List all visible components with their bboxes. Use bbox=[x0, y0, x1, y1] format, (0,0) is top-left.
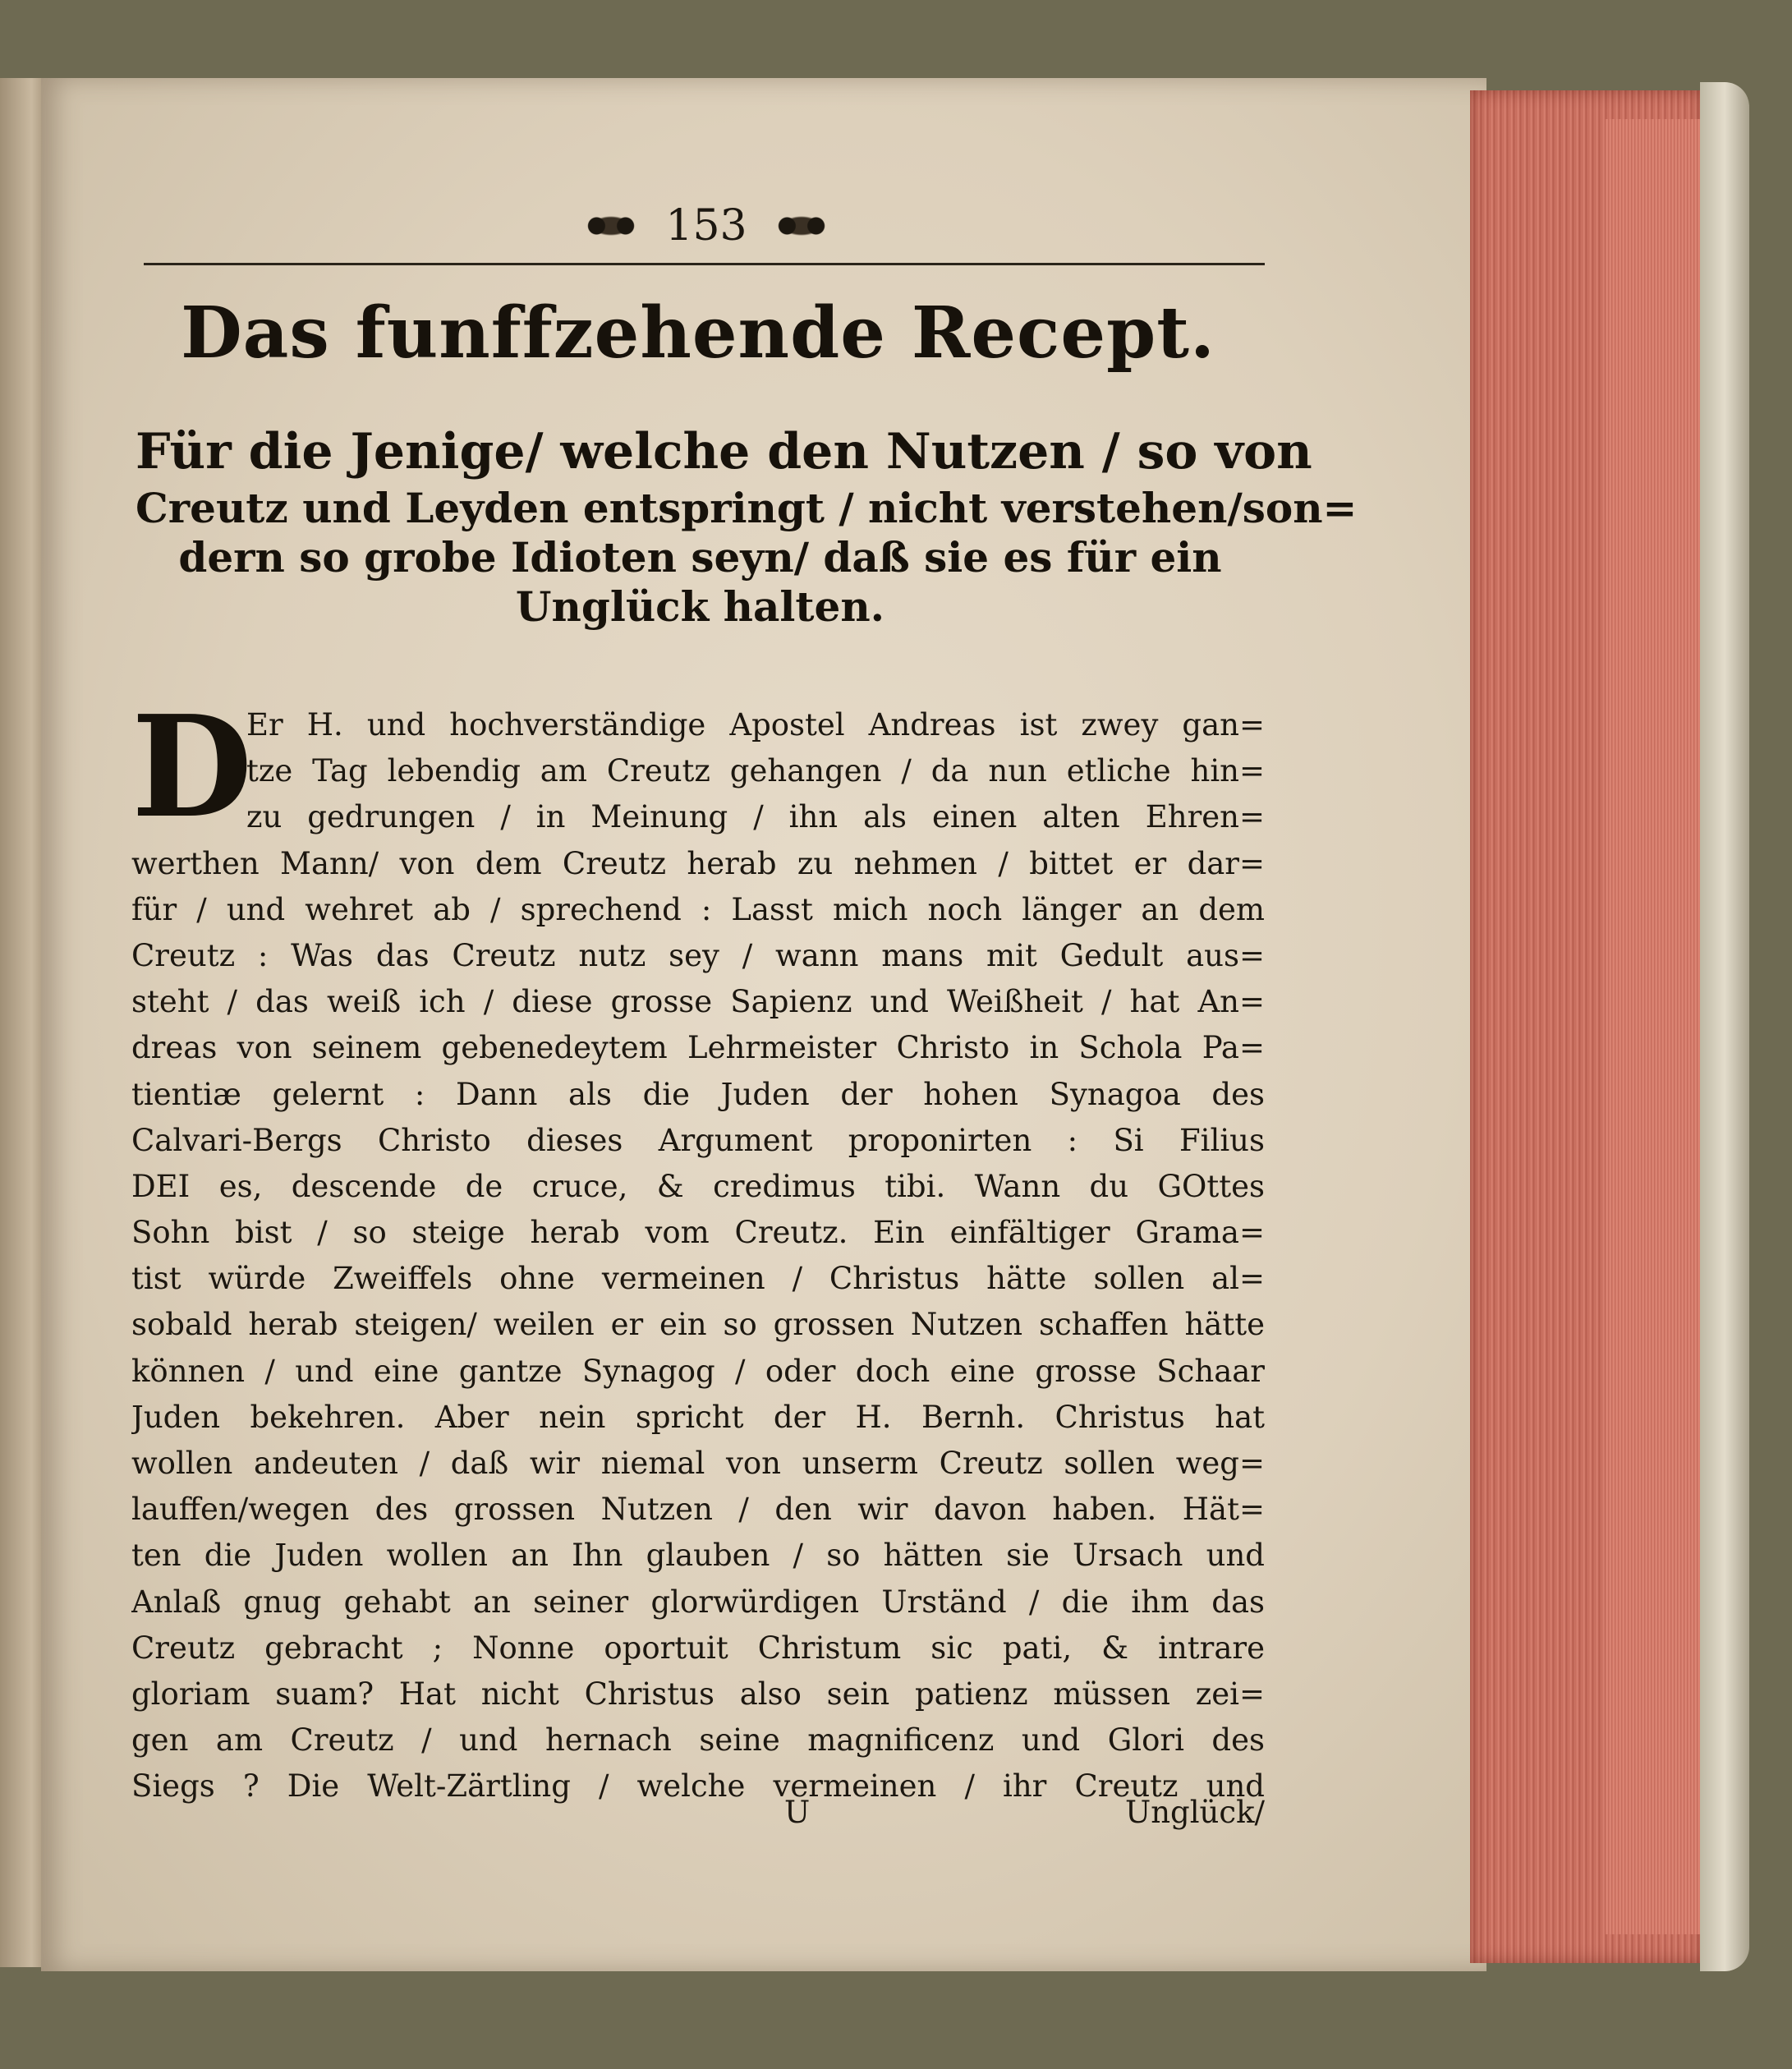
page-header bbox=[550, 197, 862, 255]
body-line: ten die Juden wollen an Ihn glauben / so hätten sie Ursach und bbox=[131, 1538, 1265, 1574]
body-line: Calvari-Bergs Christo dieses Argument proponirten : Si Filius bbox=[131, 1122, 1265, 1158]
body-line: DEI es, descende de cruce, & credimus tibi. Wann du GOttes bbox=[131, 1168, 1265, 1204]
body-line: können / und eine gantze Synagog / oder doch eine grosse Schaar bbox=[131, 1353, 1265, 1389]
body-line: tze Tag lebendig am Creutz gehangen / da nun etliche hin= bbox=[246, 753, 1265, 789]
body-line: dreas von seinem gebenedeytem Lehrmeister Christo in Schola Pa= bbox=[131, 1030, 1265, 1066]
subtitle-line: Für die Jenige/ welche den Nutzen / so von bbox=[136, 423, 1312, 480]
body-text bbox=[131, 685, 1265, 1810]
chapter-subtitle bbox=[136, 423, 1358, 631]
body-line: Siegs ? Die Welt-Zärtling / welche vermeinen / ihr Creutz und bbox=[131, 1768, 1265, 1805]
body-line: Creutz gebracht ; Nonne oportuit Christum sic pati, & intrare bbox=[131, 1630, 1265, 1666]
body-line: Juden bekehren. Aber nein spricht der H. Bernh. Christus hat bbox=[131, 1399, 1265, 1435]
drop-cap-initial: D bbox=[131, 685, 253, 849]
body-line: werthen Mann/ von dem Creutz herab zu nehmen / bittet er dar= bbox=[131, 845, 1265, 881]
body-line: sobald herab steigen/ weilen er ein so grossen Nutzen schaffen hätte bbox=[131, 1307, 1265, 1343]
body-line: Anlaß gnug gehabt an seiner glorwürdigen Urständ / die ihm das bbox=[131, 1584, 1265, 1620]
signature-mark: U bbox=[784, 1795, 811, 1830]
page-fore-edge-inner bbox=[1606, 119, 1704, 1934]
page-footer bbox=[131, 1795, 1265, 1841]
header-rule bbox=[144, 263, 1265, 265]
body-line: Creutz : Was das Creutz nutz sey / wann mans mit Gedult aus= bbox=[131, 937, 1265, 973]
body-line: steht / das weiß ich / diese grosse Sapienz und Weißheit / hat An= bbox=[131, 984, 1265, 1020]
page-number: 153 bbox=[665, 201, 747, 251]
subtitle-line: dern so grobe Idioten seyn/ daß sie es für ein bbox=[178, 533, 1222, 582]
body-line: gen am Creutz / und hernach seine magnificenz und Glori des bbox=[131, 1722, 1265, 1759]
body-line: Sohn bist / so steige herab vom Creutz. Ein einfältiger Grama= bbox=[131, 1215, 1265, 1251]
book-binding bbox=[1700, 82, 1749, 1971]
subtitle-line: Creutz und Leyden entspringt / nicht verstehen/son= bbox=[136, 484, 1358, 532]
body-line: lauffen/wegen des grossen Nutzen / den wir davon haben. Hät= bbox=[131, 1492, 1265, 1528]
chapter-title: Das funffzehende Recept. bbox=[181, 292, 1215, 375]
body-line: für / und wehret ab / sprechend : Lasst mich noch länger an dem bbox=[131, 891, 1265, 927]
body-line: tist würde Zweiffels ohne vermeinen / Christus hätte sollen al= bbox=[131, 1261, 1265, 1297]
body-line: zu gedrungen / in Meinung / ihn als einen alten Ehren= bbox=[246, 799, 1265, 835]
body-line: tientiæ gelernt : Dann als die Juden der hohen Synagoa des bbox=[131, 1076, 1265, 1112]
ornament-left-icon bbox=[575, 208, 647, 244]
subtitle-line: Unglück halten. bbox=[515, 582, 885, 631]
body-line: Er H. und hochverständige Apostel Andreas ist zwey gan= bbox=[246, 707, 1265, 743]
ornament-right-icon bbox=[765, 208, 838, 244]
body-line: wollen andeuten / daß wir niemal von unserm Creutz sollen weg= bbox=[131, 1446, 1265, 1481]
catchword: Unglück/ bbox=[1125, 1795, 1265, 1830]
body-line: gloriam suam? Hat nicht Christus also sein patienz müssen zei= bbox=[131, 1676, 1265, 1712]
